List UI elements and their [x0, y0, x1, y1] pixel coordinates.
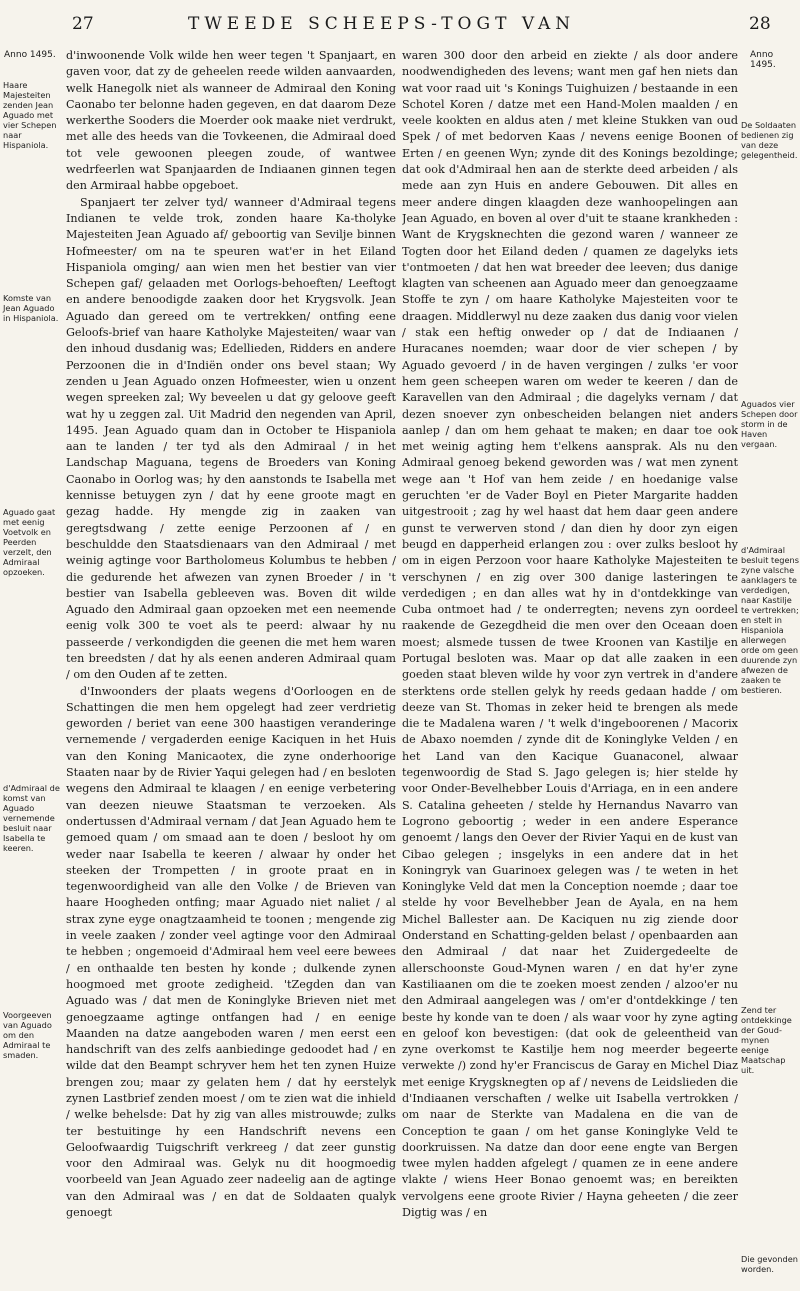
running-title: TWEEDE SCHEEPS-TOGT VAN [188, 14, 576, 34]
page-number-left: 27 [72, 14, 94, 34]
margin-note-left: Komste van Jean Aguado in Hispaniola. [3, 293, 59, 323]
text-column-right [402, 48, 738, 1278]
paragraph: Spanjaert ter zelver tyd/ wanneer d'Admiraal tegens Indianen te velde trok, zonden haare Ka-tholyke Majesteiten Jean Aguado af/ geboortig van Sevilje binnen Hofmeester/ om na te speuren wat'er in het Eiland Hispaniola omging/ aan wien men het bestier van vier Schepen gaf/ gelaaden met Oorlogs-behoeften/ Leeftogt en andere benoodigde zaaken door het Krygsvolk. Jean Aguado dan gereed om te vertrekken/ ontfing eene Geloofs-brief van haare Katholyke Majesteiten/ waar van den inhoud dusdanig was; Edellieden, Ridders en andere Perzoonen die in d'Indiën onder ons bevel staan; Wy zenden u Jean Aguado onzen Hofmeester, wien u onzent wegen spreeken zal; Wy beveelen u dat gy geloove geeft wat hy u zeggen zal. Uit Madrid den negenden van April, 1495. Jean Aguado quam dan in October te Hispaniola aan te landen / ter tyd als den Admiraal / in het Landschap Maguana, tegens de Broeders van Koning Caonabo in Oorlog was; hy den aanstonds te Isabella met kennisse betuygen zyn / dat hy eene groote magt en gezag hadde. Hy mengde zig in zaaken van geregtsdwang / zette eenige Perzoonen af / en beschuldde den Staatsdienaars van den Admiraal / met weinig agtinge voor Bartholomeus Kolumbus te hebben / die gedurende het afwezen van zynen Broeder / in 't bestier van Isabella gebleeven was. Boven dit wilde Aguado den Admiraal gaan opzoeken met een neemende eenig volk 300 te voet als te peerd: alwaar hy nu passeerde / verkondigden die geenen die met hem waren ten breedsten / dat hy als eenen anderen Admiraal quam / om den Ouden af te zetten. [66, 195, 396, 682]
page-number-right: 28 [749, 14, 771, 34]
text-column-left [66, 48, 396, 1278]
margin-note-left: Haare Majesteiten zenden Jean Aguado met vier Schepen naar Hispaniola. [3, 80, 57, 150]
running-head [0, 14, 800, 40]
margin-note-right: De Soldaaten bedienen zig van deze gelegentheid. [741, 120, 798, 160]
margin-note-right: d'Admiraal besluit tegens zyne valsche aanklagers te verdedigen, naar Kastilje te vertrekken; en stelt in Hispaniola allerwegen orde om geen duurende zyn afwezen de zaaken te bestieren. [741, 545, 799, 695]
year-note-right: Anno 1495. [750, 50, 776, 70]
paragraph: d'Inwoonders der plaats wegens d'Oorloogen en de Schattingen die men hem opgelegt had zeer verdrietig geworden / beriet van eene 300 haastigen veranderinge vernemende / vergaderden eenige Kaciquen in het Huis van den Koning Manicaotex, die zyne onderhoorige Staaten naar by de Rivier Yaqui gelegen had / en besloten wegens den Admiraal te klaagen / en eenige verbetering van deezen nieuwe Staatsman te verzoeken. Als ondertussen d'Admiraal vernam / dat Jean Aguado hem te gemoed quam / om smaad aan te doen / besloot hy om weder naar Isabella te keeren / alwaar hy onder het steeken der Trompetten / in groote praat en in tegenwoordigheid van alle den Volke / de Brieven van haare Hoogheden ontfing; maar Aguado niet naliet / al strax zyne eyge onagtzaamheid te toonen ; mengende zig in veele zaaken / zonder veel agtinge voor den Admiraal te hebben ; ongemoeid d'Admiraal hem veel eere bewees / en onthaalde ten besten hy konde ; dulkende zynen hoogmoed met groote zedigheid. 'tZegden dan van Aguado was / dat men de Koninglyke Brieven niet met genoegzaame agtinge ontfangen had / en eenige Maanden na datze aangeboden waren / men eerst een handschrift van des zelfs aanbiedinge gedoodet had / en wilde dat den Beampt schryver hem het ten zynen Huize brengen zou; maar zy gelaten hem / dat hy eerstelyk zynen Lastbrief zenden moest / om te zien wat die inhield / welke behelsde: Dat hy zig van alles mistrouwde; zulks ter bestuitinge hy een Handschrift nevens een Geloofwaardig Tuigschrift verkreeg / dat zeer gunstig voor den Admiraal was. Gelyk nu dit hoogmoedig voorbeeld van Jean Aguado zeer nadeelig aan de agtinge van den Admiraal was / en dat de Soldaaten qualyk genoegt [66, 684, 396, 1220]
year-note-left: Anno 1495. [4, 50, 56, 60]
margin-note-right: Die gevonden worden. [741, 1254, 798, 1274]
margin-note-right: Aguados vier Schepen door storm in de Haven vergaan. [741, 399, 798, 449]
margin-note-left: Voorgeeven van Aguado om den Admiraal te smaden. [3, 1010, 52, 1060]
margin-note-left: Aguado gaat met eenig Voetvolk en Peerden verzelt, den Admiraal opzoeken. [3, 507, 56, 577]
margin-note-left: d'Admiraal de komst van Aguado vernemende besluit naar Isabella te keeren. [3, 783, 60, 853]
margin-note-right: Zend ter ontdekkinge der Goud-mynen eenige Maatschap uit. [741, 1005, 792, 1075]
paragraph: d'inwoonende Volk wilde hen weer tegen 't Spanjaart, en gaven voor, dat zy de geheelen reede wilden aanvaarden, welk Hanegolk niet als wanneer de Admiraal den Koning Caonabo ter belonne haden gegeven, en dat daarom Deze werkerthe Sooders die Moerder ook maake niet verdrukt, met alle des heeds van die Tovkeenen, die Admiraal doed tot vele gewoonen pleegen zoude, of wantwee wedrfeerlen wat Spanjaarden de Indiaanen ginnen tegen den Armiraal habbe opgeboet. [66, 49, 396, 193]
paragraph: waren 300 door den arbeid en ziekte / als door andere noodwendigheden des levens; want men gaf hen niets dan wat voor raad uit 's Konings Tuighuizen / bestaande in een Schotel Koren / datze met een Hand-Molen maalden / en veele kookten en aldus aten / met kleine Stukken van oud Spek / of met bedorven Kaas / nevens eenige Boonen of Erten / en geenen Wyn; zynde dit des Konings bezoldinge; dat ook d'Admiraal hen aan de sterkte deed arbeiden / als mede aan zyn Huis en andere Gebouwen. Dit alles en meer andere dingen klaagden deze wanhoopelingen aan Jean Aguado, en boven al over d'uit te staane krankheden : Want de Krygsknechten die gezond waren / wanneer ze Togten door het Eiland deden / quamen ze dagelyks iets t'ontmoeten / dat hen wat breeder dee leeven; dus danige klagten van scheenen aan Aguado meer dan genoegzaame Stoffe te zyn / om haare Katholyke Majesteiten voor te draagen. Middlerwyl nu deze zaaken dus danig voor vielen / stak een heftig onweder op / dat de Indiaanen / Huracanes noemden; waar door de vier schepen / by Aguado gevoerd / in de haven vergingen / zulks 'er voor hem geen scheepen waren om weder te keeren / dan de Karavellen van den Admiraal ; die dagelyks vernam / dat dezen snoever zyn onbescheiden belangen niet anders aanlep / dan om hem gehaat te maken; en daar toe ook met weinig agting hem t'elkens aansprak. Als nu den Admiraal genoeg bekend geworden was / wat men zynent wege aan 't Hof van hem zeide / en hoedanige valse geruchten 'er de Vader Boyl en Pieter Margarite hadden uitgestrooit ; zag hy wel haast dat hem daar geen andere gunst te verwerven stond / dan dien hy door zyn eigen beugd en dapperheid erlangen zou : over zulks besloot hy om in eigen Perzoon voor haare Katholyke Majesteiten te verschynen / en zig over 300 danige lasteringen te verdedigen ; en dan alles wat hy in d'ontdekkinge van Cuba ontmoet had / te onderregten; nevens zyn oordeel raakende de Gezegdheid die men over den Oceaan doen moest; alsmede tussen de twee Kroonen van Kastilje en Portugal besloten was. Maar op dat alle zaaken in een goeden staat bleven wilde hy voor zyn vertrek in d'andere sterktens orde stellen gelyk hy reeds gedaan hadde / om deeze van St. Thomas in zeker heid te brengen als mede die te Madalena waren / 't welk d'ingeboorenen / Macorix de Abaxo noemden / zynde dit de Koninglyke Velden / en het Land van den Kacique Guanaconel, alwaar tegenwoordig de Stad S. Jago gelegen is; hier stelde hy voor Onder-Bevelhebber Louis d'Arriaga, en in een andere S. Catalina geheeten / stelde hy Hernandus Navarro van Logrono geboortig ; weder in een andere Esperance genoemt / langs den Oever der Rivier Yaqui en de kust van Cibao gelegen ; insgelyks in een andere dat in het Koningryk van Guarinoex gelegen was / te weten in het Koninglyke Veld dat men la Conception noemde ; daar toe stelde hy voor Bevelhebber Jean de Ayala, en na hem Michel Ballester aan. De Kaciquen nu zig ziende door Onderstand en Schatting-gelden belast / openbaarden aan den Admiraal / dat naar het Zuidergedeelte de allerschoonste Goud-Mynen waren / en dat hy'er zyne Kastiliaanen om die te zoeken moest zenden / alzoo'er nu den Admiraal aangelegen was / om'er d'ontdekkinge / ten beste hy konde van te doen / als waar voor hy zyne agting en geloof kon bevestigen: (dat ook de geleentheid van zyne overkomst te Kastilje hem nog meerder begeerte verwekte /) zond hy'er Franciscus de Garay en Michel Diaz met eenige Krygsknegten op af / nevens de Leidslieden die d'Indiaanen verschaften / welke uit Isabella vertrokken / om naar de Sterkte van Madalena en die van de Conception te gaan / om het ganse Koninglyke Veld te doorkruissen. Na datze dan door eene engte van Bergen twee mylen hadden afgelegt / quamen ze in eene andere vlakte / wiens Heer Bonao genoemt was; en bereikten vervolgens eene groote Rivier / Hayna geheeten / die zeer Digtig was / en [402, 49, 738, 1220]
